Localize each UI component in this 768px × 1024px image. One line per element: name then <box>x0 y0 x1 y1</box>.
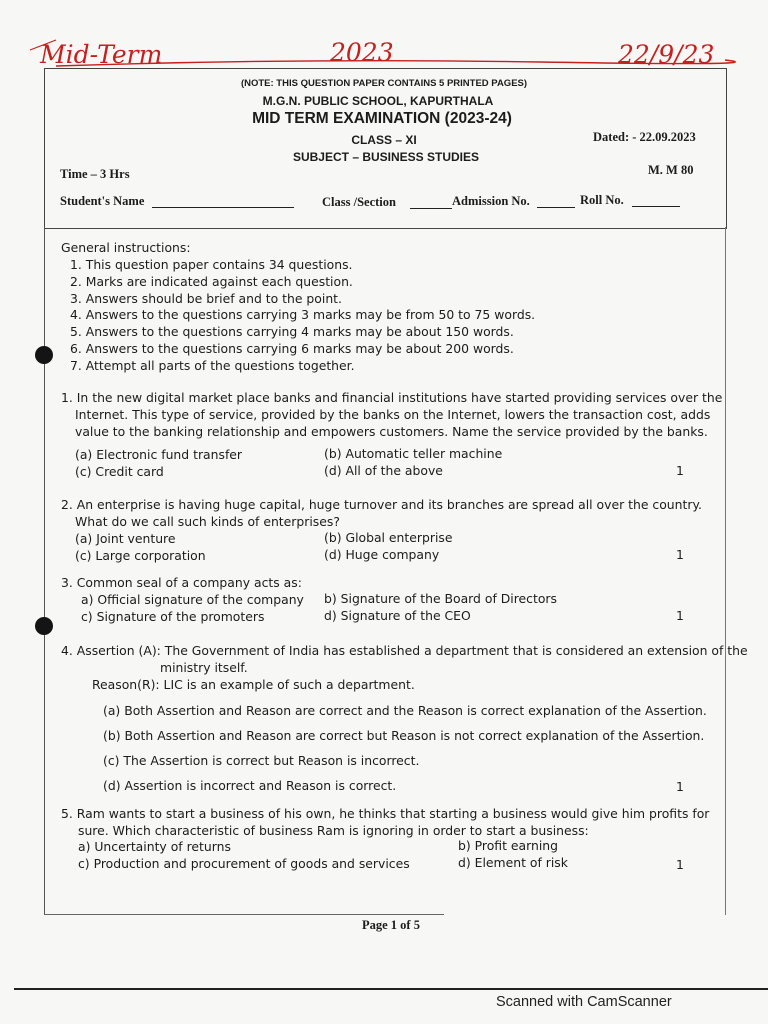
question-2-option-a: (a) Joint venture <box>75 531 176 546</box>
question-1-text: Internet. This type of service, provided by the banks on the Internet, lowers the transaction cost, adds <box>75 407 711 422</box>
question-4-assertion: 4. Assertion (A): The Government of India has established a department that is considered an extension of the <box>61 643 748 658</box>
instruction-item: 1. This question paper contains 34 questions. <box>70 257 353 272</box>
question-5-option-c: c) Production and procurement of goods and services <box>78 856 410 871</box>
instruction-item: 6. Answers to the questions carrying 6 marks may be about 200 words. <box>70 341 514 356</box>
student-name-label: Student's Name <box>60 194 145 208</box>
question-4-option-a: (a) Both Assertion and Reason are correct and the Reason is correct explanation of the Assertion. <box>103 703 707 718</box>
handwritten-term: Mid-Term <box>40 40 163 69</box>
question-4-option-b: (b) Both Assertion and Reason are correct but Reason is not correct explanation of the Assertion. <box>103 728 705 743</box>
instruction-item: 4. Answers to the questions carrying 3 marks may be from 50 to 75 words. <box>70 307 536 322</box>
class-section-label: Class /Section <box>322 195 396 209</box>
question-4-option-c: (c) The Assertion is correct but Reason is incorrect. <box>103 753 420 768</box>
question-1-marks: 1 <box>676 463 684 478</box>
question-4-option-d: (d) Assertion is incorrect and Reason is correct. <box>103 778 397 793</box>
subject-label: SUBJECT – BUSINESS STUDIES <box>292 150 480 164</box>
handwritten-date: 22/9/23 <box>618 40 715 69</box>
instruction-item: 3. Answers should be brief and to the point. <box>70 291 342 306</box>
instructions-title: General instructions: <box>61 240 191 255</box>
punch-hole-bottom <box>35 617 53 635</box>
question-2-text: 2. An enterprise is having huge capital, huge turnover and its branches are spread all over the country. <box>61 497 702 512</box>
question-3-text: 3. Common seal of a company acts as: <box>61 575 302 590</box>
question-5-option-a: a) Uncertainty of returns <box>78 839 231 854</box>
punch-hole-top <box>35 346 53 364</box>
question-2-option-c: (c) Large corporation <box>75 548 206 563</box>
question-3-option-b: b) Signature of the Board of Directors <box>324 591 557 606</box>
instruction-item: 7. Attempt all parts of the questions together. <box>70 358 355 373</box>
question-1-option-d: (d) All of the above <box>324 463 443 478</box>
roll-line <box>632 206 680 207</box>
time-label: Time – 3 Hrs <box>60 167 130 181</box>
admission-label: Admission No. <box>452 194 530 208</box>
page-note: (NOTE: THIS QUESTION PAPER CONTAINS 5 PRINTED PAGES) <box>240 78 528 89</box>
question-5-marks: 1 <box>676 857 684 872</box>
admission-line <box>537 207 575 208</box>
question-3-option-d: d) Signature of the CEO <box>324 608 471 623</box>
camscanner-watermark: Scanned with CamScanner <box>496 994 672 1010</box>
exam-title: MID TERM EXAMINATION (2023-24) <box>252 110 512 127</box>
question-2-marks: 1 <box>676 547 684 562</box>
class-label: CLASS – XI <box>351 133 417 147</box>
question-1-text: 1. In the new digital market place banks and financial institutions have started providing services over the <box>61 390 723 405</box>
scan-edge-line <box>14 988 768 990</box>
student-name-line <box>152 207 294 208</box>
roll-label: Roll No. <box>580 193 624 207</box>
instruction-item: 2. Marks are indicated against each question. <box>70 274 353 289</box>
question-4-marks: 1 <box>676 779 684 794</box>
instruction-item: 5. Answers to the questions carrying 4 marks may be about 150 words. <box>70 324 514 339</box>
handwritten-year: 2023 <box>330 38 394 67</box>
question-2-option-b: (b) Global enterprise <box>324 530 453 545</box>
question-3-option-c: c) Signature of the promoters <box>81 609 265 624</box>
question-5-text: sure. Which characteristic of business Ram is ignoring in order to start a business: <box>78 823 589 838</box>
question-5-option-b: b) Profit earning <box>458 838 559 853</box>
school-name: M.G.N. PUBLIC SCHOOL, KAPURTHALA <box>262 94 494 108</box>
question-2-text: What do we call such kinds of enterprises? <box>75 514 340 529</box>
question-1-option-a: (a) Electronic fund transfer <box>75 447 243 462</box>
footer-rule <box>44 914 444 915</box>
class-section-line <box>410 208 452 209</box>
question-4-assertion-cont: ministry itself. <box>160 660 248 675</box>
dated-label: Dated: - 22.09.2023 <box>593 130 696 144</box>
page-number: Page 1 of 5 <box>362 918 420 932</box>
question-5-text: 5. Ram wants to start a business of his own, he thinks that starting a business would give him profits for <box>61 806 710 821</box>
question-3-option-a: a) Official signature of the company <box>81 592 304 607</box>
question-4-reason: Reason(R): LIC is an example of such a department. <box>92 677 415 692</box>
question-2-option-d: (d) Huge company <box>324 547 440 562</box>
max-marks-label: M. M 80 <box>648 163 694 177</box>
question-1-option-b: (b) Automatic teller machine <box>324 446 503 461</box>
question-1-option-c: (c) Credit card <box>75 464 164 479</box>
question-5-option-d: d) Element of risk <box>458 855 568 870</box>
question-1-text: value to the banking relationship and empowers customers. Name the service provided by the banks. <box>75 424 708 439</box>
question-3-marks: 1 <box>676 608 684 623</box>
